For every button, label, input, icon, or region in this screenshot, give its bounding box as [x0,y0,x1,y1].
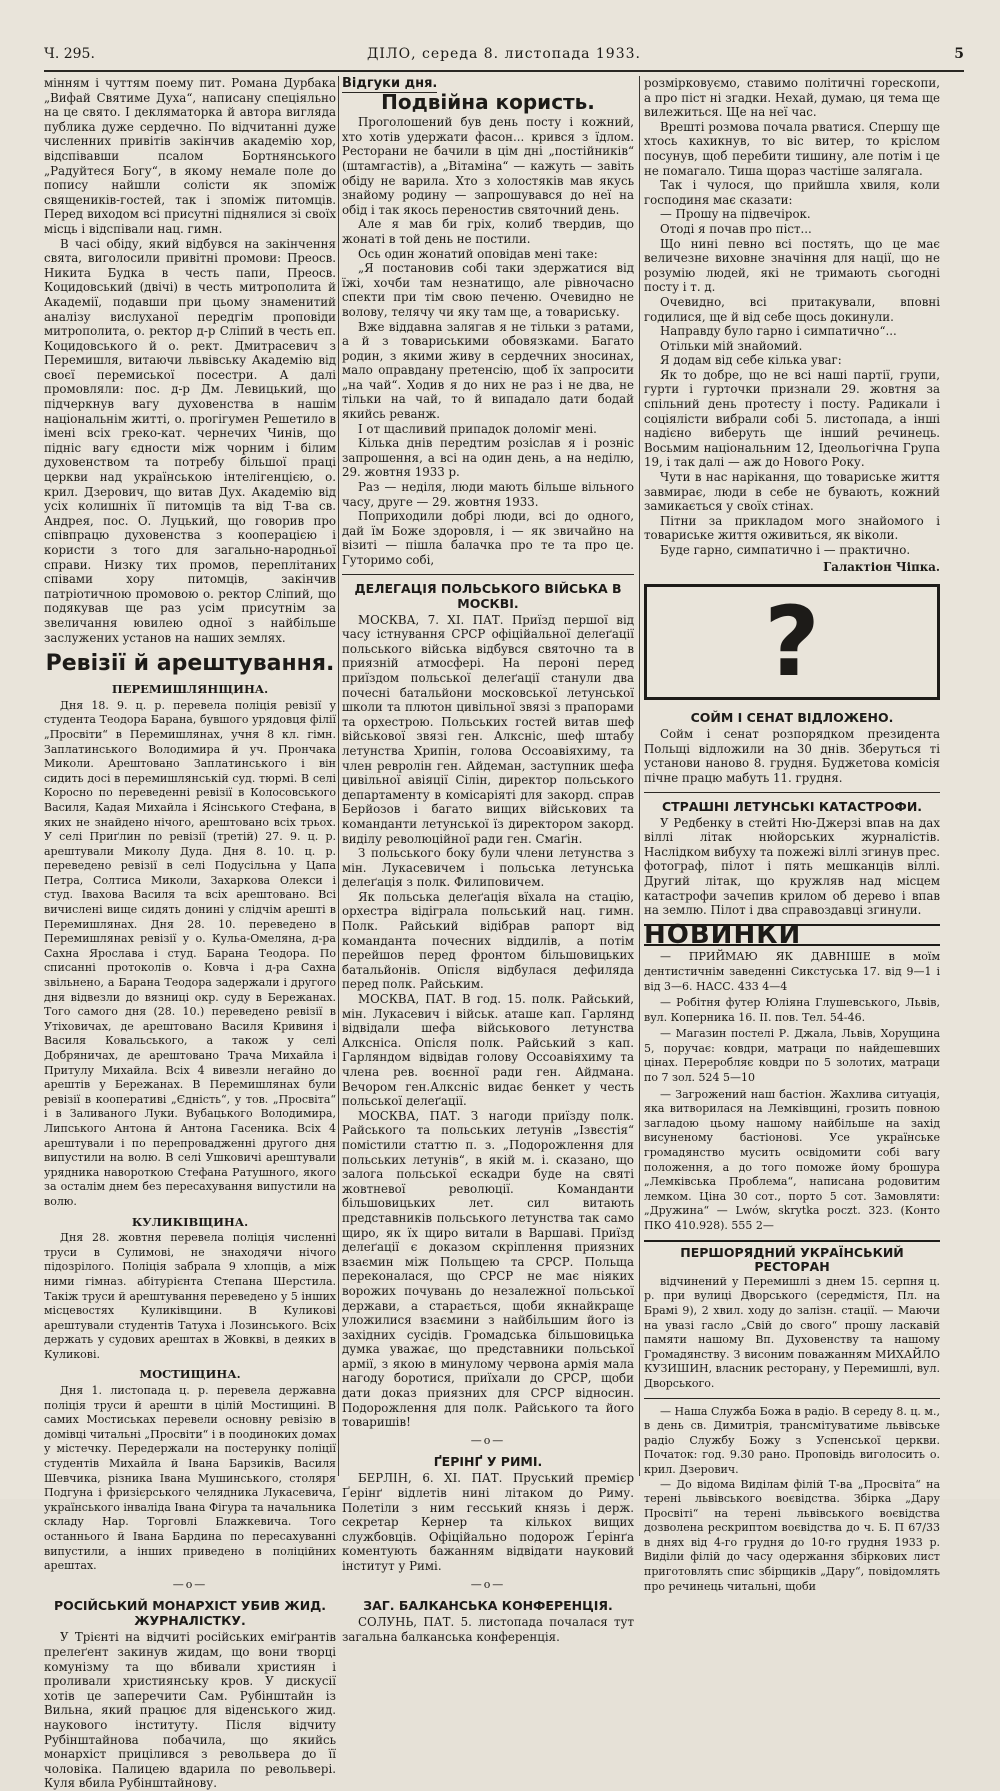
advertisement: — Магазин постелі Р. Джала, Львів, Хорущина 5, поручає: ковдри, матраци по найдешевших цінах. Переробляє ковдри по 5 золотих, матраци по 7 зол. 524 5—10 [644,1027,940,1085]
page-number-right: 5 [954,46,964,62]
advertisement: — Загрожений наш бастіон. Жахлива ситуація, яка витворилася на Лемківщині, грозить повною загладою цьому нашому найбільше на захід висуненому бастіонові. Усе українське громадянство мусить освідомити собі вагу положення, а до того поможе йому брошура „Лемківська Проблема“, написана родовитим лемком. Ціна 30 сот., порто 5 сот. Замовляти: „Дружина“ — Lwów, skrytka poczt. 323. (Конто ПКО 410.928). 555 2— [644,1087,940,1232]
news-item: — Наша Служба Божа в радіо. В середу 8. ц. м., в день св. Димитрія, трансмітуватиме львівське радіо Службу Божу з Успенської церкви. Початок: год. 9.30 рано. Проповідь виголосить о. крил. Дзерович. [644,1404,940,1476]
column-rule [639,76,640,1476]
paragraph: СОЛУНЬ, ПАТ. 5. листопада почалася тут загальна балканська конференція. [342,1615,634,1644]
column-2 [342,76,634,1644]
column-1 [44,76,336,1791]
divider [342,574,634,575]
paragraph: Пітни за прикладом мого знайомого і товариське життя оживиться, як віколи. [644,513,940,543]
article-title-crashes: СТРАШНІ ЛЕТУНСЬКІ КАТАСТРОФИ. [661,798,923,814]
rubric-label: Відгуки дня. [342,76,438,91]
paragraph: МОСКВА, ПАТ. З нагоди приїзду полк. Райського та польських летунів „Ізвєстія“ помістили статтю п. з. „Подорожлення для польських летунів“, в якій м. і. сказано, що залога польської ескадри буде на святі жовтневої революції. Команданти більшовицьких лет. сил витають представників польського летунства так само щиро, як їх щиро витали в Варшаві. Приїзд делеґації є доказом скріплення приязних взаємин між Польщею та СРСР. Польща переконалася, що СРСР не має ніяких ворожих почувань до незалежної польської держави, а старається, щоби якнайкраще уложилися взаємини з найбільшим його із західних сусідів. Громадська більшовицька думка уважає, що представники польської армії, з якою в минулому червона армія мала нагоду боротися, приїхали до СРСР, щоби дати доказ приязних для СРСР відносин. Подорожлення для полк. Райського та його товаришів! [342,1108,634,1430]
paragraph: Вже віддавна залягав я не тільки з ратами, а й з товариськими обовязками. Багато родин, з якими живу в сердечних зносинах, мало оправдану претенсію, щоб їх запросити „на чай“. Ходив я до них не раз і не два, не тільки на чай, то й випадало дати бодай якийсь реванж. [342,319,634,422]
paragraph: Врешті розмова почала рватися. Спершу ще хтось кахикнув, то віс витер, то кріслом посунув, щоб перебити тишину, але потім і це не помагало. Тиша щораз частіше залягала. [644,119,940,178]
subheading-peremyshliany: ПЕРЕМИШЛЯНЩИНА. [111,682,269,697]
paragraph: З польського боку були члени летунства з мін. Лукасевичем і польська летунська делеґація з полк. Филиповичем. [342,846,634,890]
paragraph: Направду було гарно і симпатично“... [660,324,897,339]
divider [644,1398,940,1399]
paragraph: Дня 1. листопада ц. р. перевела державна поліція труси й арешти в цілій Мостищині. В самих Мостиськах перевели основну ревізію в домівці читальні „Просвіти“ і в поодиноких домах у містечку. Передержали на постерунку поліції студентів Михайла й Івана Барзиків, Василя Шевчика, різника Івана Мушинського, столяря Подгуна і фризієрського челядника Лукасевича, українського інваліда Івана Фігура та начальника складу Нар. Торговлі Блажкевича. Того останнього й Івана Бардина по пересахуванні випустили, а інших приведено в поліційних арештах. [44,1384,336,1573]
paragraph: Отільки мій знайомий. [660,338,803,353]
subheading-kulykiv: КУЛИКІВЩИНА. [131,1214,249,1229]
divider: —o— [172,1577,208,1591]
column-rule [338,76,339,1476]
paragraph: Ось один жонатий оповідав мені таке: [358,246,598,261]
masthead-date: ДІЛО, середа 8. листопада 1933. [367,46,641,62]
section-title-novynky: НОВИНКИ [644,924,940,947]
article-title-sejm: СОЙМ І СЕНАТ ВІДЛОЖЕНО. [690,710,894,726]
article-title-monarchist: РОСІЙСЬКИЙ МОНАРХІСТ УБИВ ЖИД. ЖУРНАЛІСТКУ. [53,1598,327,1629]
paragraph: Отоді я почав про піст... [660,221,812,236]
paragraph: Як польська делеґація вїхала на стацію, орхестра відіграла польський нац. гимн. Полк. Райський відібрав рапорт від команданта почесних віддилів, а потім перейшов перед фронтом більшовицьких батальйонів. Опісля відбулася дефиляда перед полк. Райським. [342,889,634,992]
column-3 [644,76,940,1593]
paragraph: МОСКВА, ПАТ. В год. 15. полк. Райський, мін. Лукасевич і військ. аташе кап. Гарлянд відвідали шефа військового летунства Алксніса. Опісля полк. Райський з кап. Гарляндом відвідав голову Оссоавіяхиму та члена рев. воєнної ради ген. Айдмана. Вечором ген.Алкснiс видає бенкет у честь польської делеґації. [342,992,634,1109]
advertisement: відчинений у Перемишлі з днем 15. серпня ц. р. при вулиці Дворського (середмістя, Пл. на Брамі 9), 2 хвил. ходу до залізн. стації. — Маючи на увазі гасло „Свій до свого“ прошу ласкавій памяти нашому Вп. Духовенству та нашому Громадянству. З висоним поважанням МИХАЙЛО КУЗИШИН, власник ресторану, у Перемишлі, вул. Дворського. [644,1274,940,1390]
article-title-balkan: ЗАГ. БАЛКАНСЬКА КОНФЕРЕНЦІЯ. [363,1598,613,1614]
paragraph: Чути в нас нарікання, що товариське життя завмирає, люди в себе не бувають, кожний замикається у своїх стінах. [644,470,940,514]
news-item: — До відома Виділам філій Т-ва „Просвіта“ на терені львівського воєвідства. Збірка „Дару Просвіті“ на терені львівського воєвідства дозволена рескриптом воєвідства до ч. Б. П 67/33 в днях від 4-го грудня до 10-го грудня 1933 р. Виділи філій до часу одержання збіркових лист приготовлять спис збірщиків „Дару“, повідомлять про речинець читальні, щоби [644,1477,940,1593]
paragraph: Сойм і сенат розпорядком президента Польщі відложили на 30 днів. Зберуться ті установи наново 8. грудня. Буджетова комісія пічне працю мабуть 11. грудня. [644,727,940,785]
paragraph: Дня 28. жовтня перевела поліція численні труси в Сулимові, не знаходячи нічого підозрілого. Поліція забрала 9 хлопців, а між ними гімназ. абітурієнта Степана Шерстила. Такіж труси й арештування переведено у 5 інших місцевостях Куликівщини. В Куликові арештували студентів Татуха і Лозинського. Всіх держать у судових арештах в Жовкві, в деяких в Куликові. [44,1231,336,1361]
paragraph: мінням і чуттям поему пит. Романа Дурбака „Вифай Святиме Духа“, написану спеціяльно на це свято. І декляматорка й автора вигляда публика дуже сердечно. По відчитанні дуже численних привітів закінчив академію хор, відспівавши псалом Бортнянського „Радуйтеся Богу“, в якому немале поле до попису найшли солісти як зпоміж священиків-гостей, так і зпоміж питомців. Перед виходом всі присутні піднялися зі своїх місць і відспівали нац. гимн. [44,76,336,236]
paragraph: МОСКВА, 7. XI. ПАТ. Приїзд першої від часу істнування СРСР офіційальної делеґації польського війська відбувся святочно та в приязній атмосфері. На пероні перед приїздом польської делеґації станули два почесні батальйони московської летунської школи та плютон цивільної звязі з прапорами та орхестрою. Польських гостей витав шеф військової звязі ген. Алкснiс, шеф штабу летунства Хрипін, голова Оссоавіяхиму, та член ревролін ген. Айдеман, заступник шефа цивільної авіяції Сілін, директор польського департаменту в комісаріяті для закорд. справ Берйозов і багато вищих військових та команданти летунської їз директором закорд. виділу революційної ради ген. Смаґін. [342,612,634,846]
paragraph: розмірковуємо, ставимо політичні горескопи, а про піст ні згадки. Нехай, думаю, ця тема ще вилежиться. Ще на неї час. [644,76,940,120]
article-title-goering: ҐЕРІНҐ У РИМІ. [433,1454,543,1470]
paragraph: Дня 18. 9. ц. р. перевела поліція ревізії у студента Теодора Барана, бувшого урядовця філії „Просвіти“ в Перемишлянах, учня 8 кл. гімн. Заплатинського Володимира й уч. Прончака Миколи. Арештовано Заплатинського і він сидить досі в перемишлянській суд. тюрмі. В селі Коросно по переведенні ревізії в Колосовського Василя, Кадая Михайла і Ясінського Стефана, в яких не знайдено нічого, арештовано всіх трьох. У селі Приґлин по ревізії (третій) 27. 9. ц. р. арештували Миколу Дуда. Дня 8. 10. ц. р. переведено ревізії в селі Подусільна у Цапа Петра, Солтиса Миколи, Захаркова Олекси і студ. Івахова Василя та всіх арештовано. Всі вичислені вище сидять донині у слідчім арешті в Перемишлянах. Дня 28. 10. переведено в Перемишлянах ревізії у о. Кульа-Омеляна, д-ра Сахна Ярослава і студ. Барана Теодора. По списанні протоколів о. Ковча і д-ра Сахна звільнено, а Барана Теодора задержали і другого дня відвезли до вязниці окр. суду в Бережанах. Того самого дня (28. 10.) переведено ревізії в Утіховичах, де арештовано Василя Кривиня і Василя Ковальського, а також у селі Добряничах, де арештовано Трача Михайла і Притулу Михайла. Всіх 4 вивезли негайно до арештів у Бережанах. В Перемишлянах були ревізії в кооперативі „Єдність“, у тов. „Просвіта“ і в Заливаного Луки. Вубацького Володимира, Липського Антона й Антона Гасеника. Всіх 4 арештували і по перепровадженні другого дня випустили на волю. В селі Ушковичі арештували урядника навороткою Стефана Ратушного, якого за осталім днем без пересахування випустили на волю. [44,698,336,1208]
advertisement: — Робітня футер Юліяна Глушевського, Львів, вул. Коперника 16. II. пов. Тел. 54-46. [644,996,940,1024]
paragraph: І от щасливий припадок доломіг мені. [358,421,597,436]
subheading-mostyska: МОСТИЩИНА. [139,1367,241,1382]
question-mark-box [644,584,940,700]
paragraph: Раз — неділя, люди мають більше вільного часу, друге — 29. жовтня 1933. [342,480,634,509]
divider [644,792,940,793]
paragraph: Очевидно, всі притакували, вповні годилися, ще й від себе щось докинули. [644,294,940,324]
paragraph: Як то добре, що не всі наші партії, групи, гурти і гурточки признали 29. жовтня за спільний день протесту і посту. Радикали і соціялісти вибрали собі 5. листопада, а інші надієно виберуть ще інший речинець. Восьмим національним 12, Ідеольогічна Група 19, і так далі — аж до Нового Року. [644,367,940,470]
divider: —o— [470,1433,506,1447]
paragraph: Я додам від себе кілька уваг: [660,353,842,368]
paragraph: Так і чулося, що прийшла хвиля, коли господиня має сказати: [644,178,940,207]
paragraph: В часі обіду, який відбувся на закінчення свята, виголосили привітні промови: Преосв. Никита Будка в честь папи, Преосв. Коцидовський (двічі) в честь митрополита й Академії, подавши при цьому знаменитий аналізу вислуханої передгім проповіди митрополита, о. ректор д-р Сліпий в честь еп. Коцидовського й о. рект. Дмитрасевич з Перемишля, витаючи львівську Академію від своєї перемиської посестри. А далі промовляли: пос. д-р Дм. Левицький, що підчеркнув вагу духовенства в нашім національнім житті, о. прогігумен Решетило в імені всіх греко-кат. чернечих Чинів, що підніс вагу єдности між чорним і білим духовенством та потребу більшої праці церкви над українською інтелігенцією, о. крил. Дзерович, що витав Дух. Академію від усіх колишніх її питомців та від Т-ва св. Андрея, пос. О. Луцький, що говорив про співпрацю духовенства з кооперацією і користи з того для загально-народньої справи. Низку тих промов, переплітаних співами хору питомців, закінчив патріотичною промовою о. ректор Сліпий, що подякував ще раз усім присутнім за звеличання ювилею одної з найбільше заслужених установ на наших землях. [44,236,336,645]
author-signature: Галактіон Чіпка. [823,559,940,574]
paragraph: Буде гарно, симпатично і — практично. [660,543,911,557]
article-title-double-benefit: Подвійна користь. [381,89,595,114]
page-number-left: Ч. 295. [44,46,95,62]
paragraph: Поприходили добрі люди, всі до одного, дай їм Боже здоровля, і — як звичайно на візиті — пішла балачка про те та про це. Гуторимо собі, [342,509,634,567]
paragraph: У Редбенку в стейті Ню-Джерзі впав на дах віллі літак нюйорських журналістів. Наслідком вибуху та пожежі віллі згинув прес. фотограф, пілот і пять мешканців віллі. Другий літак, що кружляв над місцем катастрофи зачепив крилом об дерево і впав на землю. Пілот і два справоздавці згинули. [644,815,940,918]
advertisement: — ПРИЙМАЮ ЯК ДАВНІШЕ в моїм дентистичнім заведенні Сикстуська 17. від 9—1 і від 3—6. НАСС. 433 4—4 [644,950,940,993]
paragraph: Проголошений був день посту і кожний, хто хотів удержати фасон... крився з їдлом. Ресторани не бачили в цім дні „постійників“ (штамгастів), а „Вітаміна“ — кажуть — завіть обіду не варила. Хто з холостяків мав якусь знайому родину — запрошувався до неї на обід і так якось переностив святочний день. [342,115,634,217]
page-header [44,44,964,72]
paragraph: Але я мав би гріх, колиб твердив, що жонаті в той день не постили. [342,217,634,246]
paragraph: Що нині певно всі постять, що це має величезне виховне значіння для нації, що не розумію людей, які не тримають сьогодні посту і т. д. [644,236,940,295]
article-title-delegation: ДЕЛЕГАЦІЯ ПОЛЬСЬКОГО ВІЙСЬКА В МОСКВІ. [354,580,622,611]
paragraph: „Я постановив собі таки здержатися від їжі, хочби там незнатищо, але рівночасно спекти при тім свою печеню. Очевидно не волову, телячу чи яку там ще, а товариську. [342,261,634,319]
paragraph: Кілька днів передтим розіслав я і розніс запрошення, а всі на один день, а на неділю, 29. жовтня 1933 р. [342,436,634,480]
ad-title-restaurant: ПЕРШОРЯДНИЙ УКРАЇНСЬКИЙ РЕСТОРАН [644,1240,940,1275]
divider: —o— [470,1577,506,1591]
article-title-revisions: Ревізії й арештування. [45,651,335,677]
paragraph: — Прошу на підвечірок. [660,207,811,222]
paragraph: БЕРЛІН, 6. XI. ПАТ. Пруський премієр Ґерінґ відлетів нині літаком до Риму. Полетіли з ним гесський князь і держ. секретар Кернер та кількох вищих службовців. Офіційально подорож Ґерінґа коментують бажанням відвідати науковий інститут у Римі. [342,1471,634,1573]
paragraph: У Трієнті на відчиті російських еміґрантів прелеґент закинув жидам, що вони творці комунізму та що вбивали християн і проливали християнську кров. У дискусії хотів це заперечити Сам. Рубінштайн із Вильна, який працює для віденського жид. наукового інституту. Після відчиту Рубінштайнова побачила, що якийсь монархіст прицілився з револьвера до її чоловіка. Палицею вдарила по револьвері. Куля вбила Рубінштайнову. [44,1630,336,1791]
question-mark-icon: ? [764,586,820,699]
